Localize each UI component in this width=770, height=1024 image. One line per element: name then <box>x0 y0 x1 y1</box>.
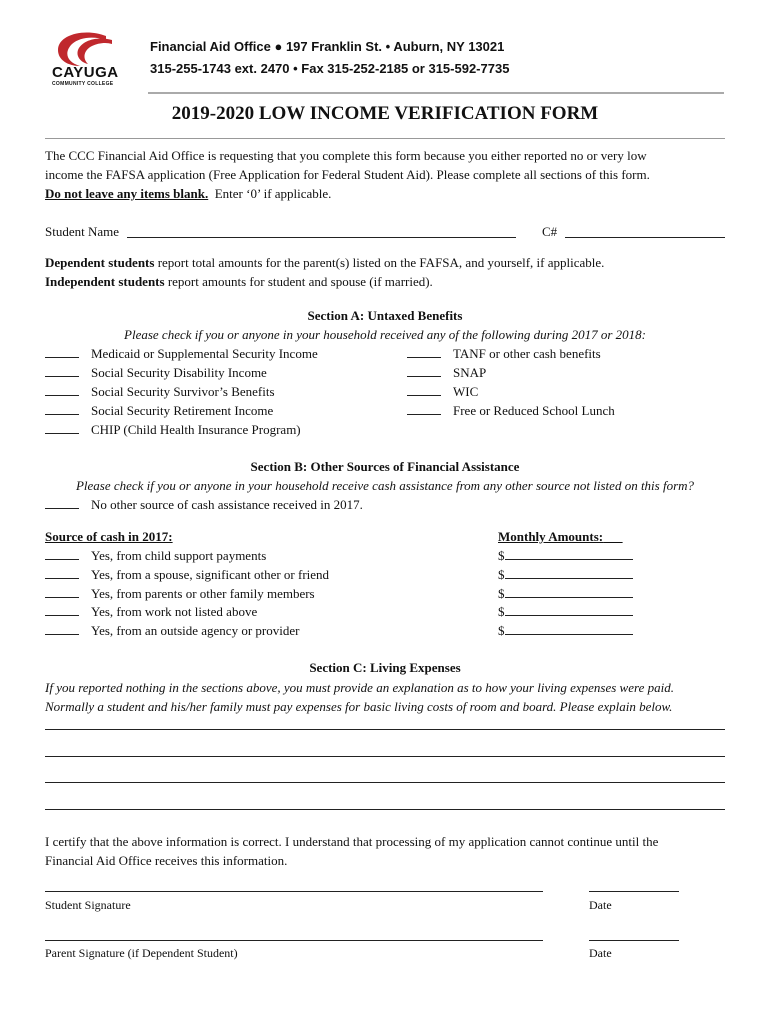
checkbox-blank[interactable] <box>45 384 79 396</box>
amount-header-label: Monthly Amounts: <box>498 529 604 544</box>
source-header: Source of cash in 2017: <box>45 529 173 544</box>
list-item <box>45 384 275 400</box>
student-name-field[interactable] <box>127 237 516 238</box>
section-c-instruction-1: If you reported nothing in the sections above, you must provide an explanation as to how your living expenses were paid. <box>45 680 674 695</box>
dependent-note <box>45 255 604 271</box>
checkbox-blank[interactable] <box>407 384 441 396</box>
checkbox-blank[interactable] <box>45 365 79 377</box>
independent-note <box>45 274 433 290</box>
independent-text: report amounts for student and spouse (if married). <box>164 274 433 289</box>
parent-signature-field[interactable] <box>45 940 543 941</box>
source-label: Yes, from child support payments <box>91 548 267 563</box>
certify-line-1: I certify that the above information is correct. I understand that processing of my application cannot continue until the <box>45 834 659 849</box>
explanation-line[interactable] <box>45 809 725 810</box>
intro-warning: Do not leave any items blank. <box>45 186 209 201</box>
section-b-title: Section B: Other Sources of Financial Assistance <box>250 459 520 474</box>
amount-field[interactable] <box>498 586 633 602</box>
section-c-instruction-2: Normally a student and his/her family must pay expenses for basic living costs of room and board. Please explain below. <box>45 699 673 714</box>
no-other-source-label: No other source of cash assistance received in 2017. <box>91 497 363 512</box>
dollar-sign: $ <box>498 548 505 563</box>
benefit-label: Social Security Disability Income <box>91 365 267 380</box>
list-item <box>45 548 266 564</box>
benefit-label: TANF or other cash benefits <box>453 346 601 361</box>
dependent-text: report total amounts for the parent(s) listed on the FAFSA, and yourself, if applicable. <box>154 255 605 270</box>
benefit-label: SNAP <box>453 365 487 380</box>
form-title: 2019-2020 LOW INCOME VERIFICATION FORM <box>171 103 599 124</box>
explanation-line[interactable] <box>45 756 725 757</box>
list-item <box>407 403 615 419</box>
parent-signature-label: Parent Signature (if Dependent Student) <box>45 946 238 960</box>
student-date-field[interactable] <box>589 891 679 892</box>
college-logo <box>46 30 138 88</box>
certify-line-2: Financial Aid Office receives this information. <box>45 853 288 868</box>
no-other-source-row <box>45 497 363 513</box>
benefit-label: Medicaid or Supplemental Security Income <box>91 346 318 361</box>
checkbox-blank[interactable] <box>45 567 79 579</box>
dollar-sign: $ <box>498 604 505 619</box>
checkbox-blank[interactable] <box>45 346 79 358</box>
student-signature-field[interactable] <box>45 891 543 892</box>
cnumber-field[interactable] <box>565 237 725 238</box>
source-label: Yes, from parents or other family members <box>91 586 315 601</box>
logo-sub: COMMUNITY COLLEGE <box>52 81 114 87</box>
student-name-label: Student Name <box>45 224 120 239</box>
checkbox-blank[interactable] <box>45 548 79 560</box>
list-item <box>45 623 299 639</box>
benefit-label: Free or Reduced School Lunch <box>453 403 615 418</box>
intro-line-1: The CCC Financial Aid Office is requesting that you complete this form because you either reported no or very low <box>45 148 647 163</box>
dollar-sign: $ <box>498 567 505 582</box>
list-item <box>407 365 486 381</box>
intro-line-2: income the FAFSA application (Free Application for Federal Student Aid). Please complete all sections of this form. <box>45 167 650 182</box>
section-a-title: Section A: Untaxed Benefits <box>307 308 463 323</box>
checkbox-blank[interactable] <box>407 346 441 358</box>
checkbox-blank[interactable] <box>45 497 79 509</box>
source-label: Yes, from a spouse, significant other or friend <box>91 567 330 582</box>
section-a-instruction: Please check if you or anyone in your household received any of the following during 2017 or 2018: <box>124 327 646 342</box>
parent-date-label: Date <box>589 946 612 960</box>
amount-field[interactable] <box>498 623 633 639</box>
benefit-label: WIC <box>453 384 479 399</box>
list-item <box>407 346 601 362</box>
checkbox-blank[interactable] <box>407 403 441 415</box>
list-item <box>45 346 318 362</box>
explanation-line[interactable] <box>45 782 725 783</box>
list-item <box>45 586 315 602</box>
dependent-label: Dependent students <box>45 255 155 270</box>
section-b-instruction: Please check if you or anyone in your household receive cash assistance from any other source not listed on this form? <box>75 478 695 493</box>
student-date-label: Date <box>589 898 612 912</box>
benefit-label: CHIP (Child Health Insurance Program) <box>91 422 301 437</box>
list-item <box>45 567 329 583</box>
explanation-line[interactable] <box>45 729 725 730</box>
logo-name: CAYUGA <box>52 64 119 81</box>
intro-line-3 <box>45 186 331 202</box>
list-item <box>45 365 267 381</box>
header-rule <box>148 92 724 94</box>
list-item <box>45 403 273 419</box>
checkbox-blank[interactable] <box>407 365 441 377</box>
dollar-sign: $ <box>498 623 505 638</box>
source-label: Yes, from work not listed above <box>91 604 258 619</box>
list-item <box>45 604 257 620</box>
benefit-label: Social Security Survivor’s Benefits <box>91 384 275 399</box>
amount-field[interactable] <box>498 567 633 583</box>
list-item <box>407 384 478 400</box>
checkbox-blank[interactable] <box>45 623 79 635</box>
office-address: Financial Aid Office ● 197 Franklin St. • Auburn, NY 13021 <box>150 39 505 54</box>
amount-field[interactable] <box>498 548 633 564</box>
cnumber-label: C# <box>542 224 558 239</box>
office-phone: 315-255-1743 ext. 2470 • Fax 315-252-2185 or 315-592-7735 <box>150 61 510 76</box>
amount-header <box>498 529 623 545</box>
student-signature-label: Student Signature <box>45 898 131 912</box>
list-item <box>45 422 301 438</box>
checkbox-blank[interactable] <box>45 422 79 434</box>
dollar-sign: $ <box>498 586 505 601</box>
independent-label: Independent students <box>45 274 165 289</box>
checkbox-blank[interactable] <box>45 586 79 598</box>
title-rule <box>45 138 725 139</box>
checkbox-blank[interactable] <box>45 403 79 415</box>
checkbox-blank[interactable] <box>45 604 79 616</box>
benefit-label: Social Security Retirement Income <box>91 403 274 418</box>
parent-date-field[interactable] <box>589 940 679 941</box>
source-label: Yes, from an outside agency or provider <box>91 623 300 638</box>
intro-note: Enter ‘0’ if applicable. <box>208 186 332 201</box>
amount-field[interactable] <box>498 604 633 620</box>
section-c-title: Section C: Living Expenses <box>309 660 461 675</box>
